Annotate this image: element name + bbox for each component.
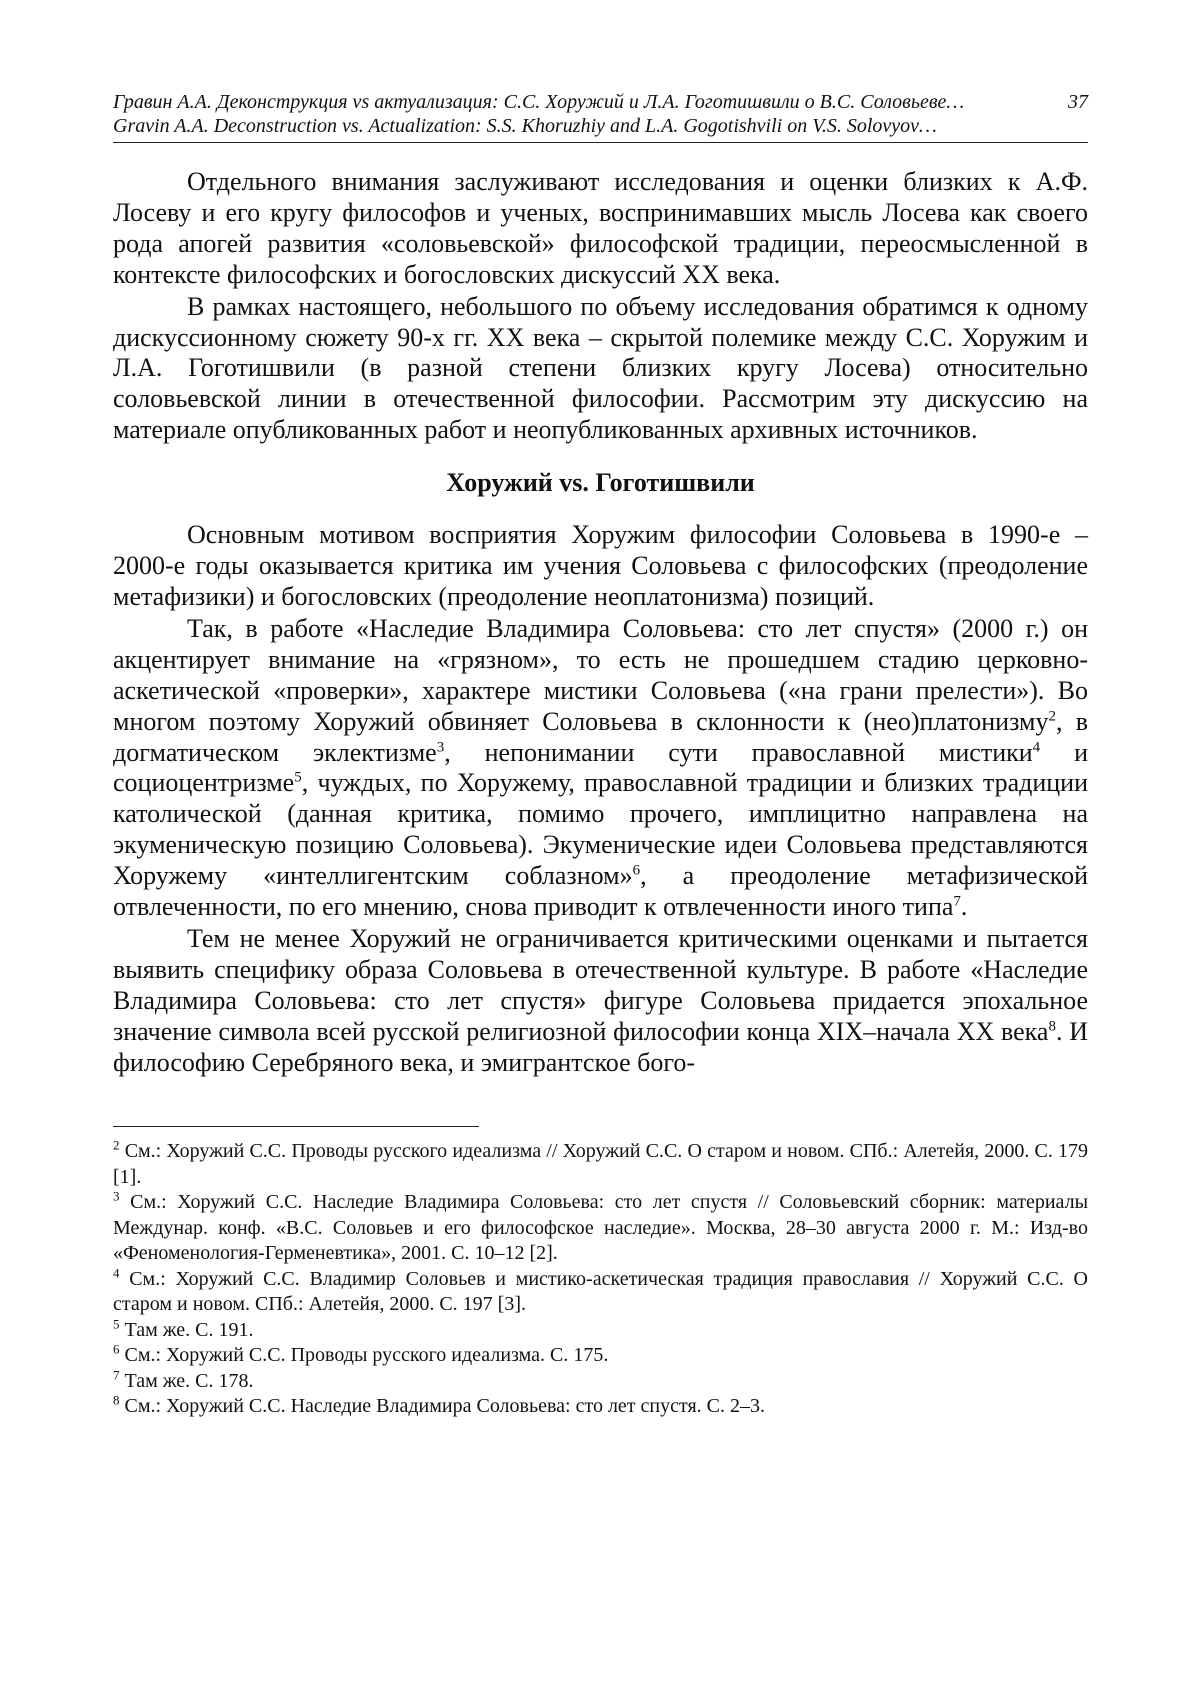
running-head-ru-line xyxy=(113,90,1088,114)
text-run: , в догматическом эклектизме xyxy=(113,706,1088,767)
section-heading: Хоружий vs. Гоготишвили xyxy=(446,468,755,498)
text-run: , а преодоление метафизической отвлеченности, по его мнению, снова приводит к отвлеченности иного типа xyxy=(113,861,1088,922)
footnote-text: Там же. С. 178. xyxy=(124,1369,254,1392)
footnote-ref[interactable]: 3 xyxy=(436,738,445,755)
text-run: и социоцентризме xyxy=(113,737,1088,798)
footnote-number: 8 xyxy=(113,1392,120,1408)
page xyxy=(113,90,1088,1420)
text-run: . xyxy=(960,892,968,922)
footnote xyxy=(113,1394,1088,1420)
footnote xyxy=(113,1190,1088,1267)
page-number: 37 xyxy=(1068,91,1088,113)
footnote-ref[interactable]: 4 xyxy=(1032,738,1041,755)
footnote-ref[interactable]: 8 xyxy=(1048,1018,1056,1034)
footnote xyxy=(113,1369,1088,1395)
running-head-en: Gravin A.A. Deconstruction vs. Actualization: S.S. Khoruzhiy and L.A. Gogotishvili on V.S. Solovyov… xyxy=(113,115,937,137)
header-rule xyxy=(113,142,1088,143)
main-text xyxy=(113,167,1088,1078)
footnote-text: См.: Хоружий С.С. Проводы русского идеализма // Хоружий С.С. О старом и новом. СПб.: Алетейя, 2000. С. 179 [1]. xyxy=(113,1140,1089,1188)
footnote xyxy=(113,1318,1088,1344)
footnote-text: См.: Хоружий С.С. Наследие Владимира Соловьева: сто лет спустя // Соловьевский сборник: материалы Междунар. конф. «В.С. Соловьев и его философское наследие». Москва, 28–30 августа 2000 г. М.: Изд-во «Феноменология-Герменевтика», 2001. С. 10–12 [2]. xyxy=(113,1191,1089,1265)
footnote-text: См.: Хоружий С.С. Проводы русского идеализма. С. 175. xyxy=(124,1344,609,1367)
footnote xyxy=(113,1139,1088,1190)
footnote-text: См.: Хоружий С.С. Владимир Соловьев и мистико-аскетическая традиция православия // Хоружий С.С. О старом и новом. СПб.: Алетейя, 2000. С. 197 [3]. xyxy=(113,1267,1088,1316)
footnote-text: Там же. С. 191. xyxy=(124,1318,254,1341)
footnote-ref[interactable]: 7 xyxy=(953,893,961,910)
text-run: Тем не менее Хоружий не ограничивается критическими оценками и пытается выявить специфику образа Соловьева в отечественной культуре. В работе «Наследие Владимира Соловьева: сто лет спустя» фигуре Соловьева придается эпохальное значение символа всей русской религиозной философии конца XIX–начала XX века xyxy=(113,923,1088,1046)
text-run: , чуждых, по Хоружему, православной традиции и близких традиции католической (данная критика, помимо прочего, имплицитно направлена на экуменическую позицию Соловьева). Экуменические идеи Соловьева представляются Хоружему «интеллигентским соблазном» xyxy=(113,768,1088,891)
footnote-number: 2 xyxy=(113,1137,120,1153)
footnote-number: 5 xyxy=(113,1316,120,1332)
footnote-ref[interactable]: 2 xyxy=(1048,707,1056,724)
footnote-number: 6 xyxy=(113,1341,120,1357)
footnote-ref[interactable]: 6 xyxy=(632,862,641,879)
text-run: , непонимании сути православной мистики xyxy=(444,737,1033,767)
footnote-rule xyxy=(113,1126,479,1127)
running-head xyxy=(113,90,1088,143)
footnote-number: 7 xyxy=(113,1367,120,1383)
text-run: . И философию Серебряного века, и эмигрантское бого- xyxy=(113,1016,1089,1077)
paragraph: В рамках настоящего, небольшого по объему исследования обратимся к одному дискуссионному сюжету 90-х гг. XX века – скрытой полемике между С.С. Хоружим и Л.А. Гоготишвили (в разной степени близких кругу Лосева) относительно соловьевской линии в отечественной философии. Рассмотрим эту дискуссию на материале опубликованных работ и неопубликованных архивных источников. xyxy=(113,291,1088,445)
paragraph xyxy=(113,924,1088,1079)
footnote-number: 3 xyxy=(113,1188,120,1204)
paragraph: Отдельного внимания заслуживают исследования и оценки близких к А.Ф. Лосеву и его кругу философов и ученых, воспринимавших мысль Лосева как своего рода апогей развития «соловьевской» философской традиции, переосмысленной в контексте философских и богословских дискуссий XX века. xyxy=(113,167,1088,289)
footnotes xyxy=(113,1139,1088,1420)
paragraph: Основным мотивом восприятия Хоружим философии Соловьева в 1990-е – 2000-е годы оказывается критика им учения Соловьева с философских (преодоление метафизики) и богословских (преодоление неоплатонизма) позиций. xyxy=(113,520,1088,611)
footnote-text: См.: Хоружий С.С. Наследие Владимира Соловьева: сто лет спустя. С. 2–3. xyxy=(124,1395,766,1418)
footnote xyxy=(113,1267,1088,1318)
footnote-ref[interactable]: 5 xyxy=(294,769,302,786)
paragraph xyxy=(113,614,1088,923)
running-head-ru: Гравин А.А. Деконструкция vs актуализация: С.С. Хоружий и Л.А. Гоготишвили о В.С. Соловьеве… xyxy=(113,91,965,113)
text-run: Так, в работе «Наследие Владимира Соловьева: сто лет спустя» (2000 г.) он акцентирует внимание на «грязном», то есть не прошедшем стадию церковно-аскетической «проверки», характере мистики Соловьева («на грани прелести»). Во многом поэтому Хоружий обвиняет Соловьева в склонности к (нео)платонизму xyxy=(113,613,1088,736)
footnote xyxy=(113,1343,1088,1369)
footnote-number: 4 xyxy=(113,1265,120,1281)
